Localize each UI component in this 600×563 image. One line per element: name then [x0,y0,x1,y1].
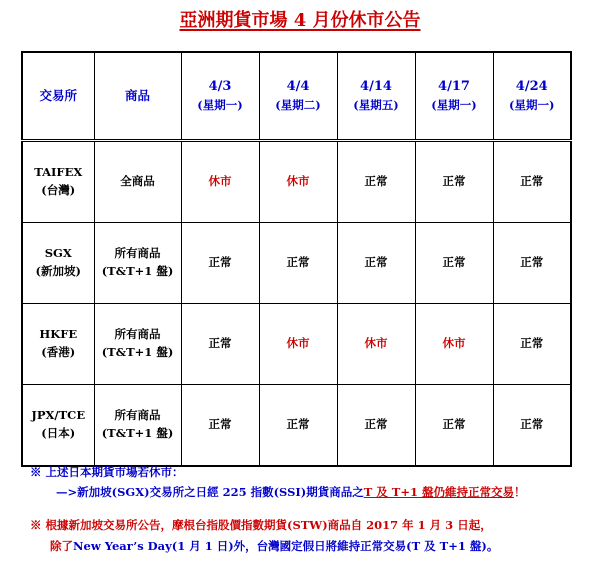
note-1-detail: —>新加坡(SGX)交易所之日經 225 指數(SSI)期貨商品之T 及 T+1 盤仍維持正常交易！ [56,485,526,499]
status-cell: 休市 [337,304,415,385]
status-cell: 正常 [415,223,493,304]
status-cell: 正常 [493,304,571,385]
exchange-cell: HKFE (香港) [22,304,94,385]
status-cell: 正常 [181,304,259,385]
product-cell: 全商品 [94,141,181,223]
status-cell: 休市 [181,141,259,223]
status-cell: 正常 [415,385,493,467]
product-cell: 所有商品 (T&T+1 盤) [94,304,181,385]
note-2-holiday: New Year’s Day(1 月 1 日)外，台灣國定假日將維持正常交易(T 及 T+1 盤)。 [73,539,499,553]
table-row [22,141,571,223]
header-product: 商品 [94,52,181,141]
product-cell: 所有商品 (T&T+1 盤) [94,223,181,304]
header-date: 4/17 (星期一) [415,52,493,141]
exchange-cell: TAIFEX (台灣) [22,141,94,223]
note-1-heading: ※ 上述日本期貨市場若休市： [30,465,184,479]
header-date: 4/14 (星期五) [337,52,415,141]
status-cell: 正常 [259,385,337,467]
status-cell: 正常 [337,223,415,304]
header-date: 4/4 (星期二) [259,52,337,141]
status-cell: 休市 [259,141,337,223]
exchange-cell: JPX/TCE (日本) [22,385,94,467]
page-title: 亞洲期貨市場 4 月份休市公告 [179,10,421,31]
status-cell: 正常 [259,223,337,304]
header-exchange: 交易所 [22,52,94,141]
status-cell: 休市 [259,304,337,385]
status-cell: 休市 [415,304,493,385]
header-date: 4/24 (星期一) [493,52,571,141]
status-cell: 正常 [493,223,571,304]
status-cell: 正常 [337,141,415,223]
note-2-line-2: 除了New Year’s Day(1 月 1 日)外，台灣國定假日將維持正常交易(T 及 T+1 盤)。 [50,539,499,553]
holiday-schedule-table [21,51,572,467]
status-cell: 正常 [337,385,415,467]
status-cell: 正常 [181,385,259,467]
note-2-line-1: ※ 根據新加坡交易所公告，摩根台指股價指數期貨(STW)商品自 2017 年 1 月 3 日起， [30,518,492,532]
status-cell: 正常 [493,141,571,223]
table-row [22,304,571,385]
header-date: 4/3 (星期一) [181,52,259,141]
table-row [22,385,571,467]
status-cell: 正常 [493,385,571,467]
note-1-highlight: T 及 T+1 盤仍維持正常交易 [363,485,514,499]
status-cell: 正常 [181,223,259,304]
exchange-cell: SGX (新加坡) [22,223,94,304]
table-row [22,223,571,304]
product-cell: 所有商品 (T&T+1 盤) [94,385,181,467]
status-cell: 正常 [415,141,493,223]
table-header-row [22,52,571,141]
